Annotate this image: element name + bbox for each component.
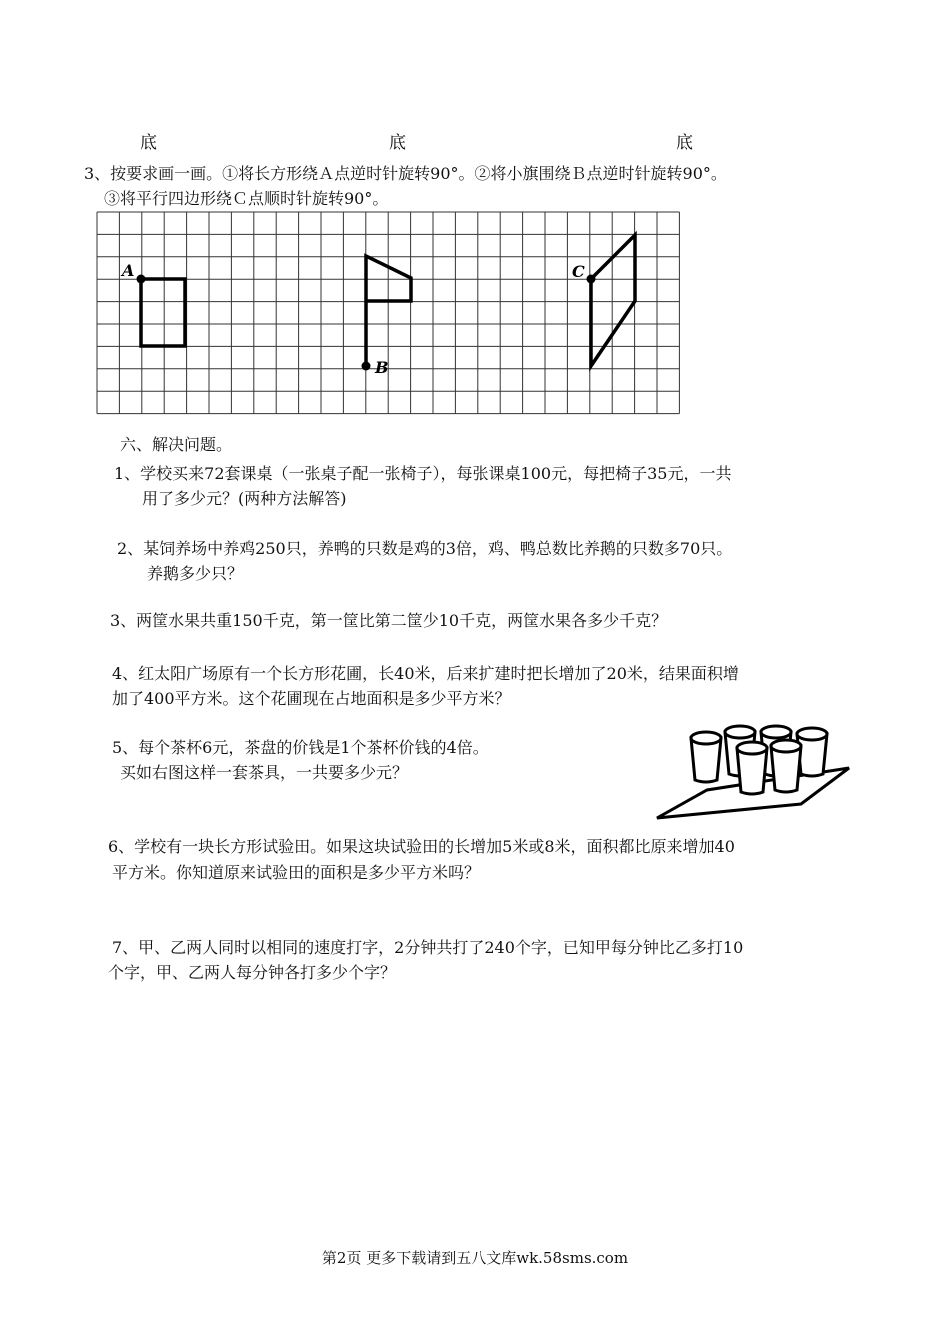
tea-cup [691,732,721,782]
rectangle-shape [141,279,185,346]
point-b-label: B [375,358,389,377]
point-a [137,275,146,284]
drawing-task-line-1: 3、按要求画一画。①将长方形绕Ａ点逆时针旋转90°。②将小旗围绕Ｂ点逆时针旋转90°。 [84,164,727,183]
page-footer: 第2页 更多下载请到五八文库wk.58sms.com [321,1249,629,1267]
problem-1-line-2: 用了多少元？(两种方法解答) [142,489,347,508]
problem-5-line-2: 买如右图这样一套茶具，一共要多少元？ [120,763,409,782]
drawing-task-line-2: ③将平行四边形绕Ｃ点顺时针旋转90°。 [104,189,389,208]
problem-2-line-1: 2、某饲养场中养鸡250只，养鸭的只数是鸡的3倍，鸡、鸭总数比养鹅的只数多70只。 [117,539,733,558]
base-label-3: 底 [676,133,693,153]
problem-5-line-1: 5、每个茶杯6元，茶盘的价钱是1个茶杯价钱的4倍。 [112,738,489,757]
problem-4-line-1: 4、红太阳广场原有一个长方形花圃，长40米，后来扩建时把长增加了20米，结果面积增 [112,664,739,683]
point-a-label: A [122,261,135,280]
base-label-1: 底 [140,133,157,153]
point-b [362,362,371,371]
rotation-grid [95,210,685,415]
base-label-2: 底 [389,133,406,153]
problem-7-line-1: 7、甲、乙两人同时以相同的速度打字，2分钟共打了240个字，已知甲每分钟比乙多打10 [112,938,744,957]
problem-4-line-2: 加了400平方米。这个花圃现在占地面积是多少平方米？ [112,689,511,708]
tea-cup [771,740,801,792]
tea-set-illustration [655,718,855,824]
problem-1-line-1: 1、学校买来72套课桌（一张桌子配一张椅子），每张课桌100元，每把椅子35元，一共 [114,464,732,483]
problem-3-line-1: 3、两筐水果共重150千克，第一筐比第二筐少10千克，两筐水果各多少千克？ [110,611,668,630]
problem-7-line-2: 个字，甲、乙两人每分钟各打多少个字？ [108,963,397,982]
point-c [587,275,596,284]
problem-6-line-2: 平方米。你知道原来试验田的面积是多少平方米吗？ [112,863,481,882]
problem-6-line-1: 6、学校有一块长方形试验田。如果这块试验田的长增加5米或8米，面积都比原来增加40 [108,837,735,856]
tea-cup [737,742,767,794]
point-c-label: C [572,262,585,281]
section-title: 六、解决问题。 [120,435,233,454]
problem-2-line-2: 养鹅多少只？ [147,564,244,583]
